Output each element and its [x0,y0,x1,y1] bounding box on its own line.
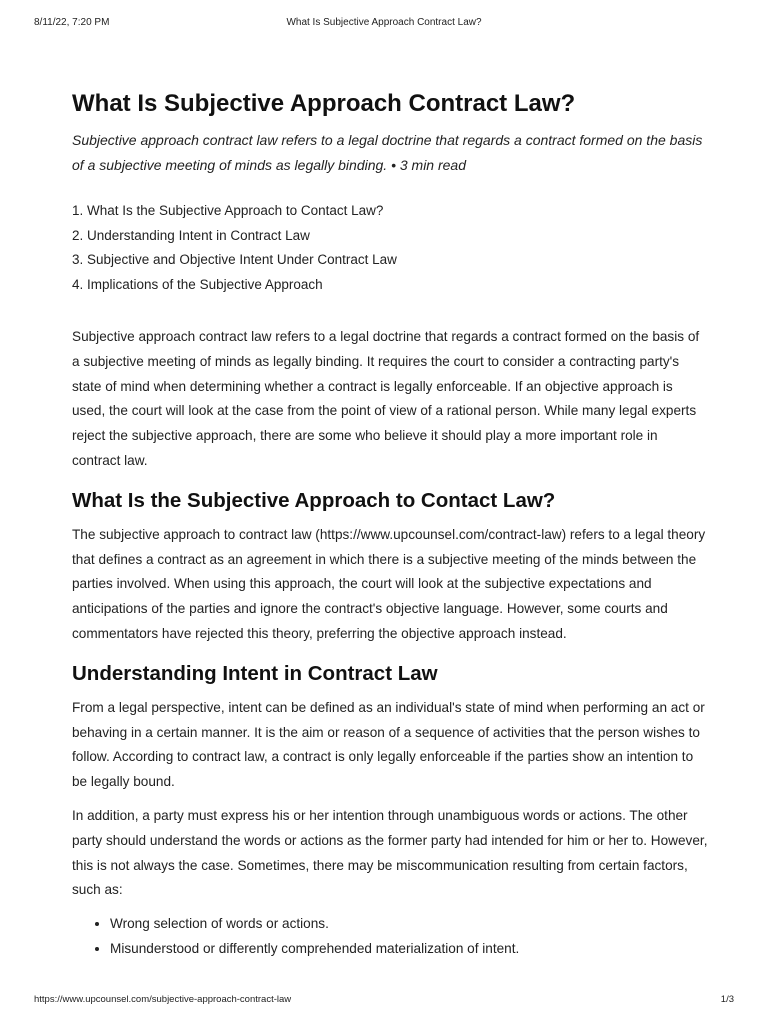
print-datetime: 8/11/22, 7:20 PM [34,17,110,28]
section-understanding-intent-para2: In addition, a party must express his or her intention through unambiguous words or actions. The other party should understand the words or actions as the former party had intended for him or her to. However, this is not always the case. Sometimes, there may be miscommunication resulting from certain factors, such as: [72,807,708,898]
article [72,86,708,962]
page-url: https://www.upcounsel.com/subjective-approach-contract-law [34,994,292,1005]
toc-item[interactable]: 3. Subjective and Objective Intent Under Contract Law [72,252,397,267]
list-item: • Wrong selection of words or actions. [110,912,708,937]
toc-item[interactable]: 1. What Is the Subjective Approach to Contact Law? [72,203,384,218]
section-subjective-approach-body: The subjective approach to contract law (https://www.upcounsel.com/contract-law) refers to a legal theory that defines a contract as an agreement in which there is a subjective meeting of the minds between the parties involved. When using this approach, the court will look at the subjective expectations and anticipations of the parties and ignore the contract's objective language. However, some courts and commentators have rejected this theory, preferring the objective approach instead. [72,526,706,641]
article-title: What Is Subjective Approach Contract Law? [72,90,576,117]
toc-item[interactable]: 2. Understanding Intent in Contract Law [72,227,310,243]
section-understanding-intent-para1: From a legal perspective, intent can be defined as an individual's state of mind when performing an act or behaving in a certain manner. It is the aim or reason of a sequence of activities that the person wishes to follow. According to contract law, a contract is only legally enforceable if the parties show an intention to be legally bound. [72,699,705,790]
section-heading-subjective-approach: What Is the Subjective Approach to Contact Law? [72,488,556,512]
list-item: • Misunderstood or differently comprehended materialization of intent. [110,937,708,962]
table-of-contents [72,199,708,297]
intro-paragraph: Subjective approach contract law refers to a legal doctrine that regards a contract formed on the basis of a subjective meeting of minds as legally binding. It requires the court to consider a contracting party's state of mind when determining whether a contract is legally enforceable. If an objective approach is used, the court will look at the case from the point of view of a rational person. While many legal experts reject the subjective approach, there are some who believe it should play a more important role in contract law. [72,329,700,468]
page-number: 1/3 [720,994,734,1005]
toc-item[interactable]: 4. Implications of the Subjective Approach [72,276,323,292]
article-subtitle: Subjective approach contract law refers to a legal doctrine that regards a contract formed on the basis of a subjective meeting of minds as legally binding. • 3 min read [72,132,703,173]
section-heading-understanding-intent: Understanding Intent in Contract Law [72,661,438,685]
print-footer [0,994,768,1008]
print-page-title: What Is Subjective Approach Contract Law? [286,17,482,28]
miscommunication-factors-list [72,912,708,962]
print-header [0,17,768,31]
